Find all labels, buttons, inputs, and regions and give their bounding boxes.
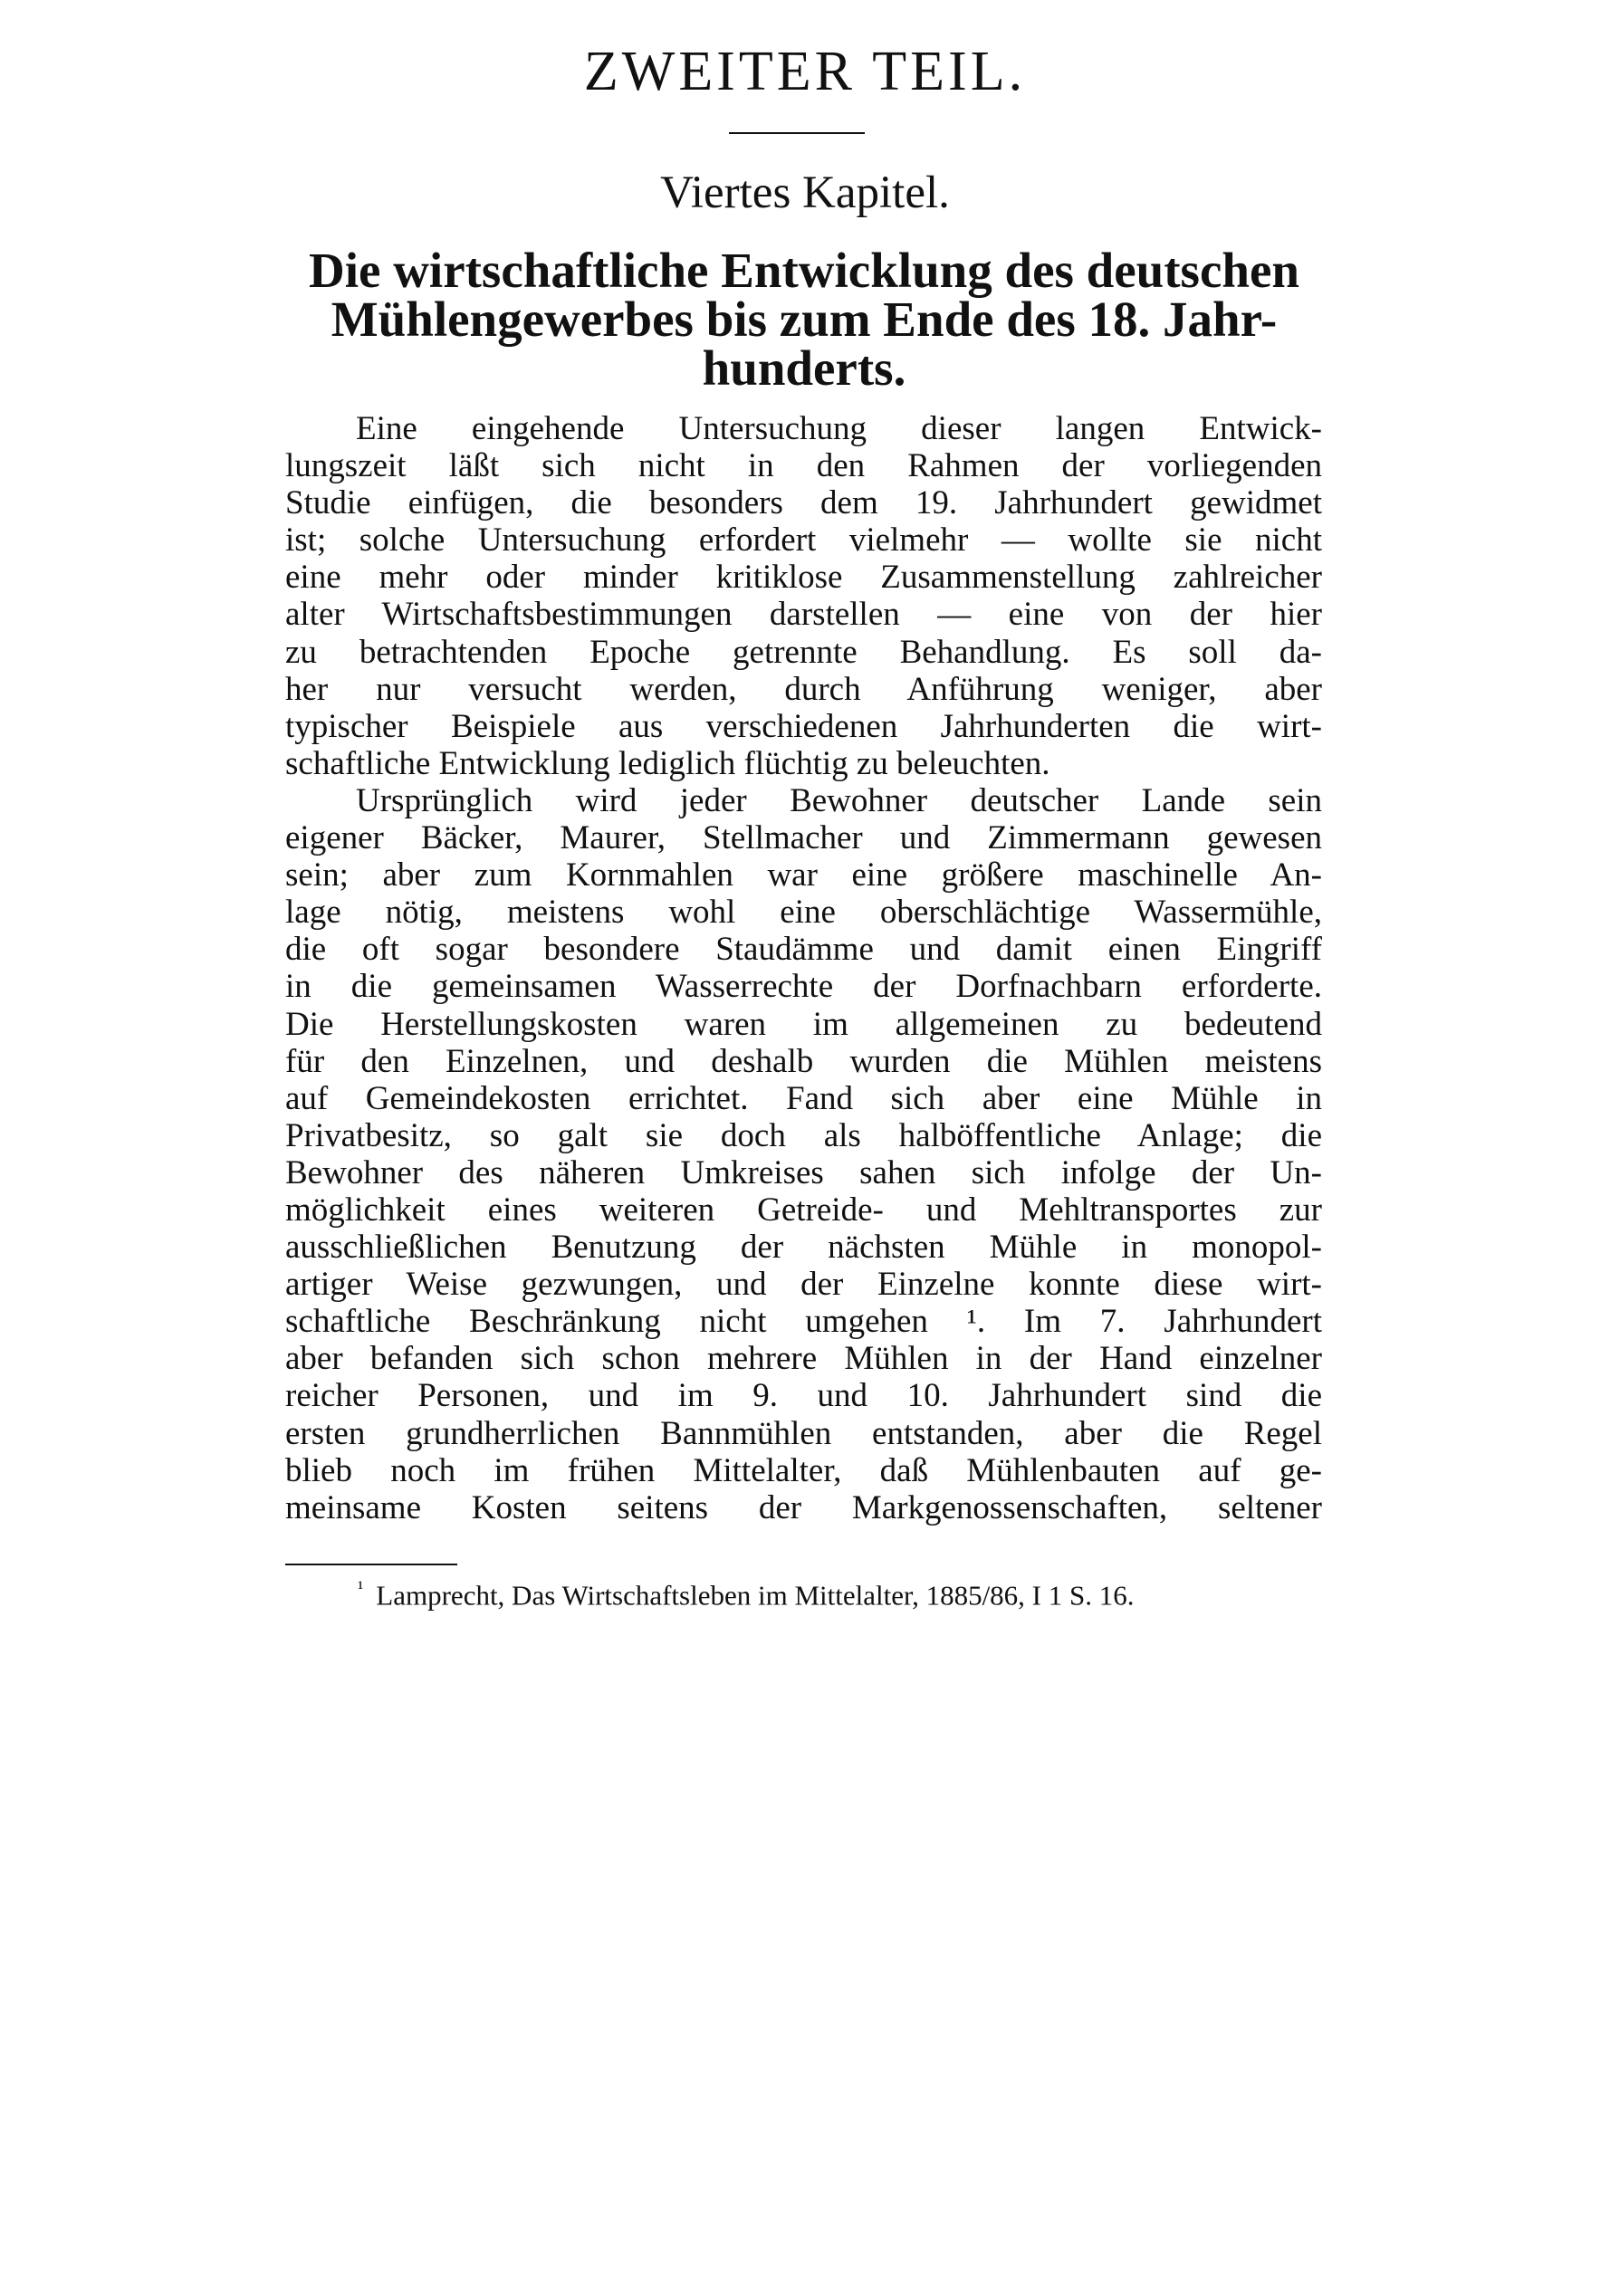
text-line: ist; solche Untersuchung erfordert vielmehr — wollte sie nicht: [285, 521, 1322, 560]
text-line: auf Gemeindekosten errichtet. Fand sich aber eine Mühle in: [285, 1079, 1322, 1117]
heading-line: Die wirtschaftliche Entwicklung des deutschen: [309, 243, 1299, 298]
chapter-title: Viertes Kapitel.: [660, 167, 950, 218]
text-line: Privatbesitz, so galt sie doch als halböffentliche Anlage; die: [285, 1116, 1322, 1154]
text-line: ersten grundherrlichen Bannmühlen entstanden, aber die Regel: [285, 1414, 1322, 1452]
text-line: zu betrachtenden Epoche getrennte Behandlung. Es soll da-: [285, 633, 1322, 671]
text-line: in die gemeinsamen Wasserrechte der Dorfnachbarn erforderte.: [285, 968, 1322, 1006]
chapter-heading: [281, 243, 1327, 396]
text-line: blieb noch im frühen Mittelalter, daß Mühlenbauten auf ge-: [285, 1451, 1322, 1489]
text-line: reicher Personen, und im 9. und 10. Jahrhundert sind die: [285, 1377, 1322, 1415]
text-line: die oft sogar besondere Staudämme und damit einen Eingriff: [285, 931, 1322, 969]
text-line: her nur versucht werden, durch Anführung weniger, aber: [285, 670, 1322, 708]
text-line: sein; aber zum Kornmahlen war eine größere maschinelle An-: [285, 856, 1322, 894]
text-line: Studie einfügen, die besonders dem 19. Jahrhundert gewidmet: [285, 484, 1322, 522]
heading-line: hunderts.: [702, 340, 906, 396]
text-line: alter Wirtschaftsbestimmungen darstellen — eine von der hier: [285, 596, 1322, 634]
heading-line: Mühlengewerbes bis zum Ende des 18. Jahr-: [331, 292, 1278, 347]
text-line: Bewohner des näheren Umkreises sahen sich infolge der Un-: [285, 1153, 1322, 1191]
text-line: eine mehr oder minder kritiklose Zusammenstellung zahlreicher: [285, 559, 1322, 597]
text-line: typischer Beispiele aus verschiedenen Jahrhunderten die wirt-: [285, 707, 1322, 745]
footnote-marker: ¹: [358, 1577, 364, 1599]
part-title: ZWEITER TEIL.: [583, 41, 1027, 102]
text-line: meinsame Kosten seitens der Markgenossenschaften, seltener: [285, 1488, 1322, 1526]
footnote-divider: [285, 1564, 457, 1565]
text-line: schaftliche Beschränkung nicht umgehen ¹. Im 7. Jahrhundert: [285, 1303, 1322, 1341]
text-line: aber befanden sich schon mehrere Mühlen in der Hand einzelner: [285, 1340, 1322, 1378]
text-line: artiger Weise gezwungen, und der Einzelne konnte diese wirt-: [285, 1266, 1322, 1304]
footnote: [358, 1577, 1135, 1612]
text-line: Die Herstellungskosten waren im allgemeinen zu bedeutend: [285, 1005, 1322, 1043]
footnote-text: Lamprecht, Das Wirtschaftsleben im Mittelalter, 1885/86, I 1 S. 16.: [376, 1579, 1135, 1612]
text-line: lage nötig, meistens wohl eine oberschlächtige Wassermühle,: [285, 894, 1322, 932]
text-line: für den Einzelnen, und deshalb wurden die Mühlen meistens: [285, 1042, 1322, 1080]
text-line: Eine eingehende Untersuchung dieser langen Entwick-: [356, 410, 1322, 447]
text-line: möglichkeit eines weiteren Getreide- und Mehltransportes zur: [285, 1191, 1322, 1229]
text-line: schaftliche Entwicklung lediglich flüchtig zu beleuchten.: [285, 744, 1050, 782]
text-line: lungszeit läßt sich nicht in den Rahmen der vorliegenden: [285, 447, 1322, 485]
title-divider: [729, 132, 865, 134]
body-text: [285, 410, 1322, 1526]
text-line: Ursprünglich wird jeder Bewohner deutscher Lande sein: [356, 781, 1322, 819]
text-line: eigener Bäcker, Maurer, Stellmacher und Zimmermann gewesen: [285, 819, 1322, 857]
text-line: ausschließlichen Benutzung der nächsten Mühle in monopol-: [285, 1229, 1322, 1267]
